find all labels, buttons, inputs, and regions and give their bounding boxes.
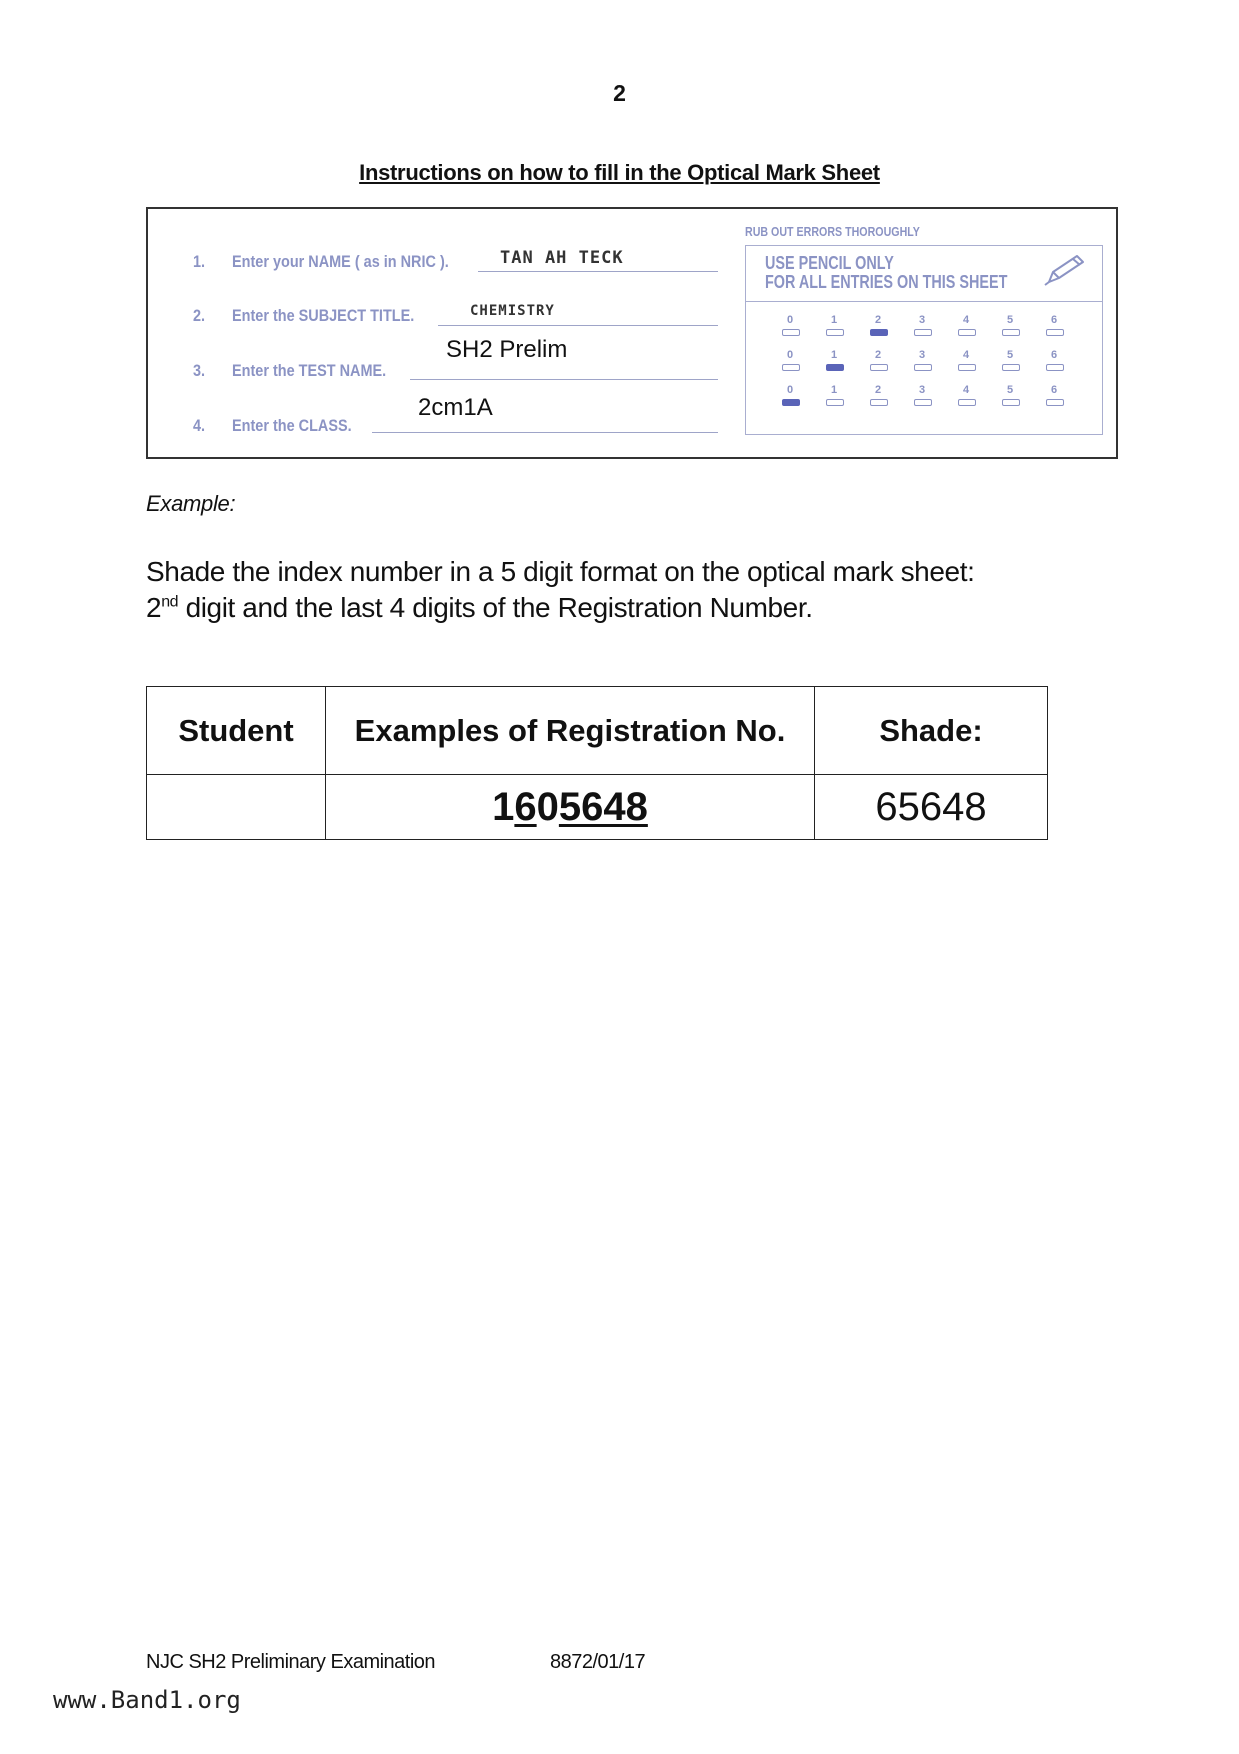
bubble-digit-label: 6 — [1050, 314, 1058, 326]
testname-field-value: SH2 Prelim — [446, 336, 568, 363]
subject-field-line — [438, 325, 718, 326]
bubble — [826, 399, 844, 406]
bubble-digit-label: 6 — [1050, 384, 1058, 396]
bubble-digit-label: 4 — [962, 349, 970, 361]
class-field-label: Enter the CLASS. — [232, 416, 352, 435]
bubble — [958, 399, 976, 406]
testname-field-line — [410, 379, 718, 380]
bubble-digit-label: 4 — [962, 314, 970, 326]
pencil-line-2: FOR ALL ENTRIES ON THIS SHEET — [765, 272, 1008, 292]
instruction-line-2-text: digit and the last 4 digits of the Registration Number. — [178, 592, 813, 623]
field-number: 3. — [193, 361, 206, 380]
bubble-digit-label: 1 — [830, 314, 838, 326]
ordinal-suffix: nd — [161, 593, 179, 611]
bubble-digit-label: 0 — [786, 384, 794, 396]
page-number: 2 — [613, 80, 626, 106]
header-shade: Shade: — [815, 687, 1048, 775]
bubble — [782, 329, 800, 336]
bubble-digit-label: 6 — [1050, 349, 1058, 361]
bubble-shaded — [826, 364, 844, 371]
reg-digit-underlined: 6 — [514, 784, 537, 829]
ordinal-number: 2 — [146, 592, 162, 623]
reg-digits-underlined: 5648 — [558, 784, 648, 829]
bubble — [1046, 399, 1064, 406]
field-number: 4. — [193, 416, 206, 435]
bubble-digit-label: 5 — [1006, 384, 1014, 396]
instructions-heading: Instructions on how to fill in the Optical Mark Sheet — [359, 160, 880, 185]
bubble-digit-label: 1 — [830, 384, 838, 396]
bubble-digit-label: 2 — [874, 314, 882, 326]
bubble — [1046, 364, 1064, 371]
pencil-icon — [1043, 252, 1087, 288]
bubble-digit-label: 3 — [918, 349, 926, 361]
bubble — [1002, 364, 1020, 371]
registration-table — [146, 686, 1048, 840]
bubble-digit-label: 0 — [786, 314, 794, 326]
table-row — [147, 775, 1048, 840]
bubble-digit-label: 1 — [830, 349, 838, 361]
field-number: 2. — [193, 306, 206, 325]
bubble — [782, 364, 800, 371]
name-field-value: TAN AH TECK — [500, 248, 624, 268]
footer-exam-name: NJC SH2 Preliminary Examination — [146, 1651, 436, 1673]
bubble — [870, 399, 888, 406]
bubble — [1046, 329, 1064, 336]
header-student: Student — [147, 687, 326, 775]
bubble — [1002, 399, 1020, 406]
bubble — [870, 364, 888, 371]
subject-field-value: CHEMISTRY — [470, 303, 555, 319]
bubble-digit-label: 2 — [874, 384, 882, 396]
table-header-row — [147, 687, 1048, 775]
field-number: 1. — [193, 252, 206, 271]
name-field-label: Enter your NAME ( as in NRIC ). — [232, 252, 449, 271]
bubble-digit-label: 5 — [1006, 349, 1014, 361]
bubble-digit-label: 0 — [786, 349, 794, 361]
bubble — [1002, 329, 1020, 336]
bubble-shaded — [782, 399, 800, 406]
pencil-line-1: USE PENCIL ONLY — [765, 253, 894, 273]
rub-out-label: RUB OUT ERRORS THOROUGHLY — [745, 224, 920, 239]
subject-field-label: Enter the SUBJECT TITLE. — [232, 306, 415, 325]
reg-digit: 1 — [492, 784, 515, 829]
bubble — [826, 329, 844, 336]
name-field-line — [478, 271, 718, 272]
bubble — [958, 329, 976, 336]
bubble — [914, 364, 932, 371]
student-cell — [147, 775, 326, 840]
bubble — [914, 329, 932, 336]
bubble-digit-label: 4 — [962, 384, 970, 396]
reg-digit: 0 — [536, 784, 559, 829]
bubble-shaded — [870, 329, 888, 336]
bubble-digit-label: 5 — [1006, 314, 1014, 326]
registration-cell — [326, 775, 815, 840]
example-label: Example: — [146, 491, 236, 516]
bubble — [914, 399, 932, 406]
header-registration: Examples of Registration No. — [326, 687, 815, 775]
testname-field-label: Enter the TEST NAME. — [232, 361, 387, 380]
bubble-digit-label: 2 — [874, 349, 882, 361]
footer-paper-code: 8872/01/17 — [550, 1651, 646, 1673]
bubble — [958, 364, 976, 371]
instruction-line-1: Shade the index number in a 5 digit format on the optical mark sheet: — [146, 556, 975, 587]
bubble-digit-label: 3 — [918, 384, 926, 396]
site-watermark[interactable]: www.Band1.org — [53, 1686, 241, 1714]
shade-cell: 65648 — [815, 775, 1048, 840]
class-field-value: 2cm1A — [418, 394, 493, 421]
bubble-digit-label: 3 — [918, 314, 926, 326]
instruction-line-2 — [146, 592, 813, 624]
class-field-line — [372, 432, 718, 433]
